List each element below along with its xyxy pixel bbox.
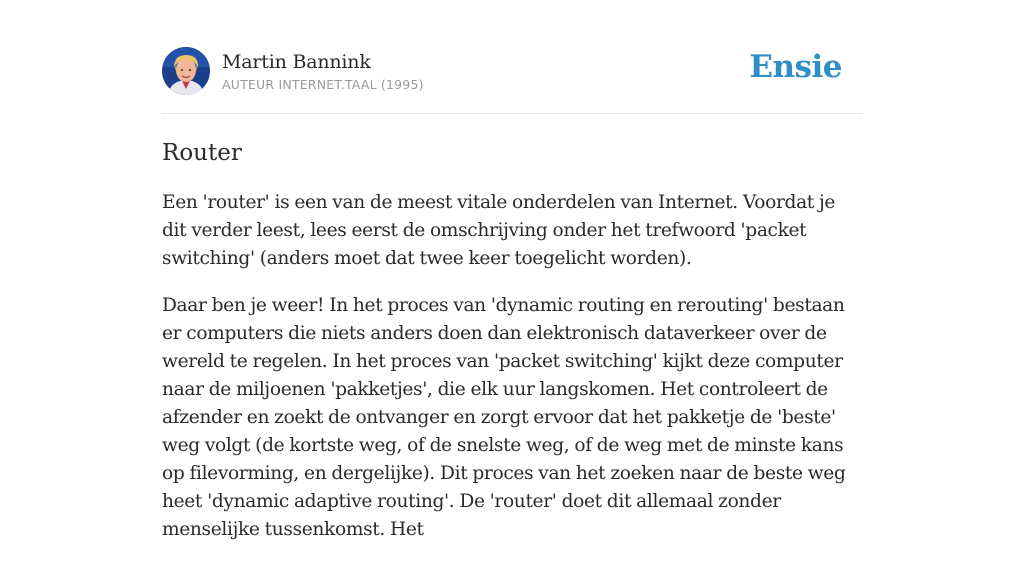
paragraph: Daar ben je weer! In het proces van 'dynamic routing en rerouting' bestaan er computers die niets anders doen dan elektronisch dataverkeer over de wereld te regelen. In het proces van 'packet switching' kijkt deze computer naar de miljoenen 'pakketjes', die elk uur langskomen. Het controleert de afzender en zoekt de ontvanger en zorgt ervoor dat het pakketje de 'beste' weg volgt (de kortste weg, of de snelste weg, of de weg met de minste kans op filevorming, en dergelijke). Dit proces van het zoeken naar de beste weg heet 'dynamic adaptive routing'. De 'router' doet dit allemaal zonder menselijke tussenkomst. Het	[162, 295, 846, 540]
author-avatar[interactable]	[162, 47, 210, 95]
ensie-logo[interactable]: Ensie	[749, 49, 842, 85]
author-text	[222, 51, 424, 92]
definition-body	[162, 189, 862, 563]
definition-card	[162, 0, 862, 540]
author-name[interactable]: Martin Bannink	[222, 50, 371, 73]
author-role: AUTEUR INTERNET.TAAL (1995)	[222, 76, 424, 92]
paragraph: Een 'router' is een van de meest vitale onderdelen van Internet. Voordat je dit verder leest, lees eerst de omschrijving onder het trefwoord 'packet switching' (anders moet dat twee keer toegelicht worden).	[162, 192, 836, 269]
author-block[interactable]	[162, 47, 424, 95]
header-divider	[162, 113, 862, 114]
page-title: Router	[162, 140, 242, 166]
avatar-portrait-icon	[162, 47, 210, 95]
